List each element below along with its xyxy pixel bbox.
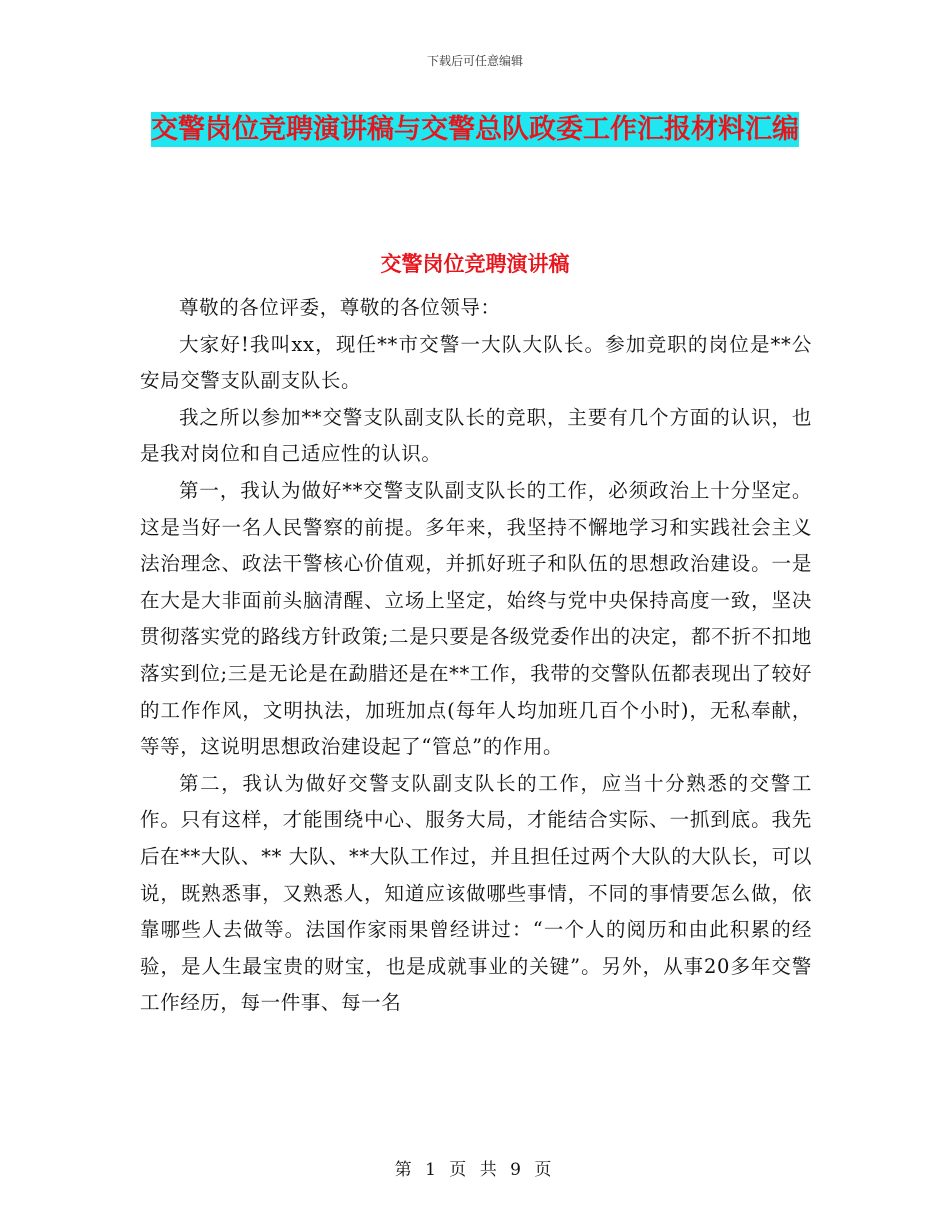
body-text <box>140 290 812 1022</box>
paragraph-reason: 我之所以参加**交警支队副支队长的竞职，主要有几个方面的认识，也是我对岗位和自己适应性的认识。 <box>140 405 812 466</box>
paragraph-first-point: 第一，我认为做好**交警支队副支队长的工作，必须政治上十分坚定。这是当好一名人民警察的前提。多年来，我坚持不懈地学习和实践社会主义法治理念、政法干警核心价值观，并抓好班子和队伍的思想政治建设。一是在大是大非面前头脑清醒、立场上坚定，始终与党中央保持高度一致，坚决贯彻落实党的路线方针政策;二是只要是各级党委作出的决定，都不折不扣地落实到位;三是无论是在勐腊还是在**工作，我带的交警队伍都表现出了较好的工作作风，文明执法，加班加点(每年人均加班几百个小时)，无私奉献，等等，这说明思想政治建设起了“管总”的作用。 <box>140 478 812 759</box>
paragraph-introduction: 大家好!我叫xx，现任**市交警一大队大队长。参加竞职的岗位是**公安局交警支队副支队长。 <box>140 332 812 393</box>
paragraph-second-point: 第二，我认为做好交警支队副支队长的工作，应当十分熟悉的交警工作。只有这样，才能围绕中心、服务大局，才能结合实际、一抓到底。我先后在**大队、** 大队、**大队工作过，并且担任过两个大队的大队长，可以说，既熟悉事，又熟悉人，知道应该做哪些事情，不同的事情要怎么做，依靠哪些人去做等。法国作家雨果曾经讲过：“一个人的阅历和由此积累的经验，是人生最宝贵的财宝，也是成就事业的关键”。另外，从事20多年交警工作经历，每一件事、每一名 <box>140 771 812 1015</box>
section-title: 交警岗位竞聘演讲稿 <box>380 252 570 276</box>
document-title <box>140 108 810 152</box>
header-note: 下载后可任意编辑 <box>426 54 523 68</box>
paragraph-salutation: 尊敬的各位评委，尊敬的各位领导： <box>179 296 501 319</box>
page-footer: 第 1 页 共 9 页 <box>394 1160 556 1180</box>
document-title-text: 交警岗位竞聘演讲稿与交警总队政委工作汇报材料汇编 <box>151 114 799 145</box>
